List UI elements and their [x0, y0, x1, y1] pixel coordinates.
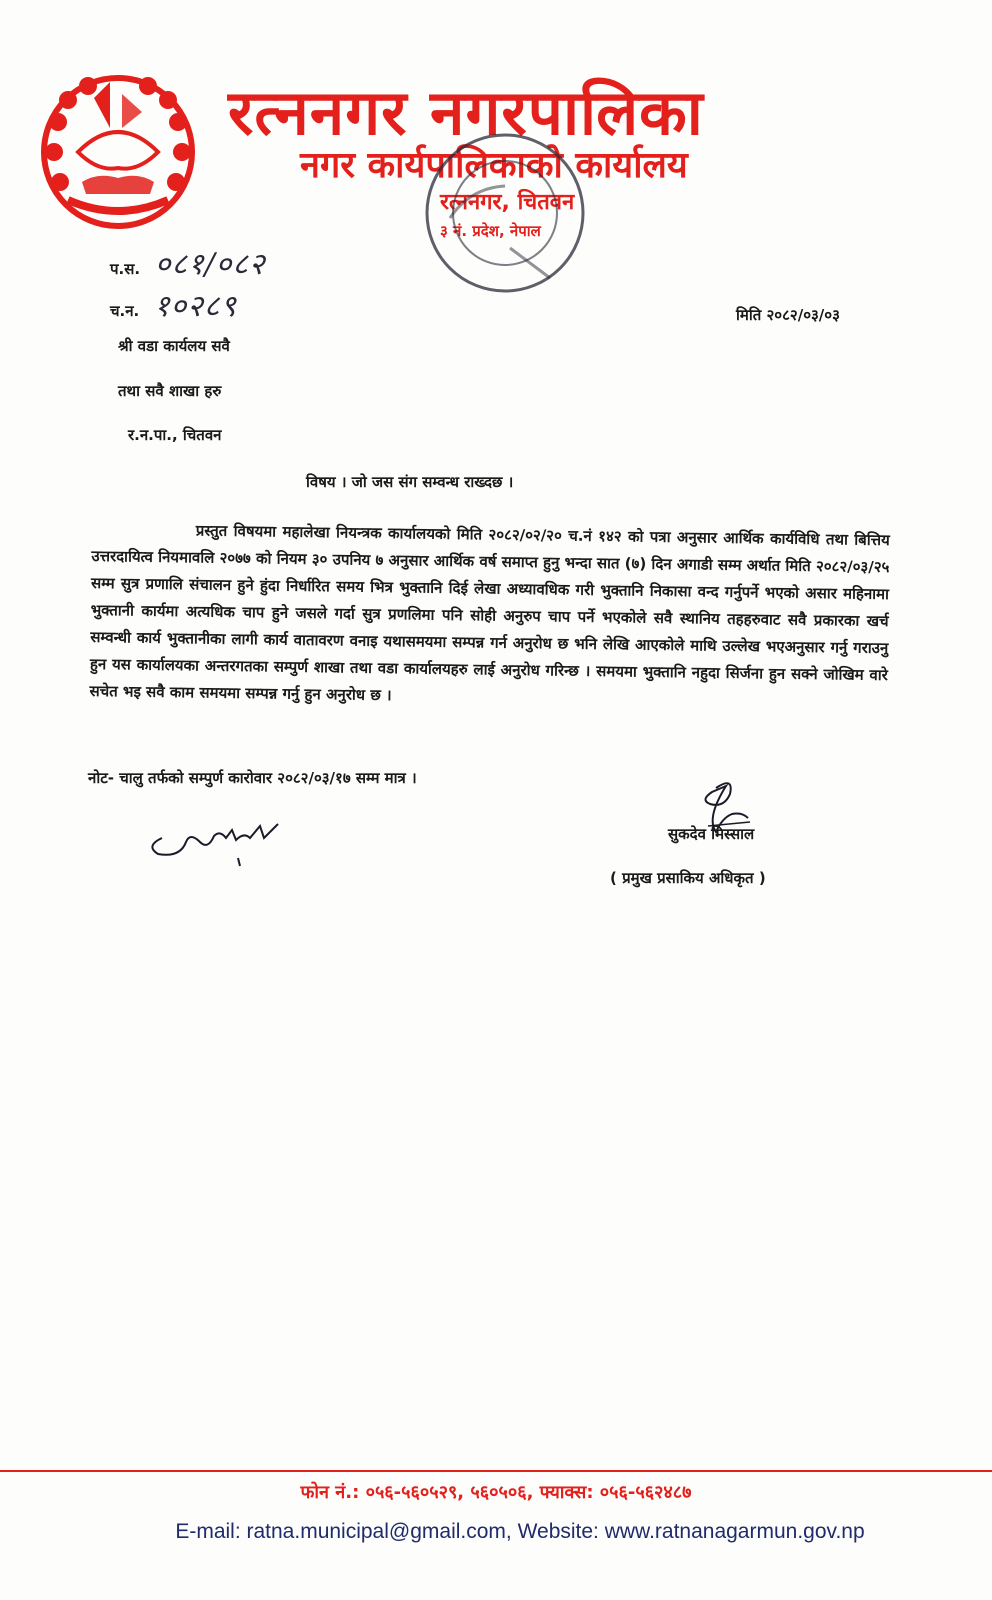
addressee-line-1: श्री वडा कार्यलय सवै [118, 337, 230, 355]
ps-label: प.स. [110, 260, 141, 278]
signer-name: सुकदेव मिस्साल [668, 825, 755, 843]
footer-contact: E-mail: ratna.municipal@gmail.com, Website: www.ratnanagarmun.gov.np [175, 1520, 865, 1543]
cn-value: १०२८९ [154, 289, 238, 324]
cn-label: च.न. [110, 302, 140, 320]
letter-subject: विषय । जो जस संग सम्वन्ध राख्दछ । [306, 473, 514, 491]
office-name: नगर कार्यपालिकाको कार्यालय [300, 145, 688, 186]
footer-divider [0, 1470, 992, 1472]
letter-date: मिति २०८२/०३/०३ [736, 306, 840, 324]
nepal-emblem-icon [38, 72, 198, 232]
footer-phone: फोन नं.: ०५६-५६०५२९, ५६०५०६, फ्याक्स: ०५६-५६२४८७ [300, 1482, 692, 1503]
org-name: रत्ननगर नगरपालिका [228, 76, 704, 149]
office-country: ३ नं. प्रदेश, नेपाल [440, 222, 541, 240]
office-stamp-icon [420, 128, 590, 298]
signer-title: ( प्रमुख प्रसाकिय अधिकृत ) [610, 869, 766, 887]
office-address: रत्ननगर, चितवन [440, 190, 575, 215]
letter-body: प्रस्तुत विषयमा महालेखा नियन्त्रक कार्यालयको मिति २०८२/०२/२० च.नं १४२ को पत्रा अनुसार आर्थिक कार्यविधि तथा बित्तिय उत्तरदायित्व नियमावलि २०७७ को नियम ३० उपनिय ७ अनुसार आर्थिक वर्ष समाप्त हुनु भन्दा सात (७) दिन अगाडी सम्म अर्थात मिति २०८२/०३/२५ सम्म सुत्र प्रणालि संचालन हुने हुंदा निर्धारित समय भित्र भुक्तानि दिई लेखा अध्यावधिक गरी भुक्तानि निकासा वन्द गर्नुपर्ने भएको असार महिनामा भुक्तानी कार्यमा अत्यधिक चाप हुने जसले गर्दा सुत्र प्रणलिमा पनि सोही अनुरुप चाप पर्ने भएकोले सवै स्थानिय तहहरुवाट सवै प्रकारका खर्च सम्वन्धी कार्य भुक्तानीका लागी कार्य वातावरण वनाइ यथासमयमा सम्पन्न गर्न अनुरोध छ भनि लेखि आएकोले माथि उल्लेख भएअनुसार गर्नु गराउनु हुन यस कार्यालयका अन्तरगतका सम्पुर्ण शाखा तथा वडा कार्यालयहरु लाई अनुरोध गरिन्छ । समयमा भुक्तानि नहुदा सिर्जना हुन सक्ने जोखिम वारे सचेत भइ सवै काम समयमा सम्पन्न गर्नु हुन अनुरोध छ । [89, 521, 890, 705]
letter-note: नोट- चालु तर्फको सम्पुर्ण कारोवार २०८२/०३/१७ सम्म मात्र । [88, 769, 417, 787]
addressee-line-3: र.न.पा., चितवन [128, 426, 222, 444]
signature-left-icon [140, 808, 290, 868]
addressee-line-2: तथा सवै शाखा हरु [118, 382, 222, 400]
reference-cn [110, 284, 237, 325]
reference-ps [110, 242, 266, 283]
ps-value: ०८१/०८२ [154, 247, 266, 282]
